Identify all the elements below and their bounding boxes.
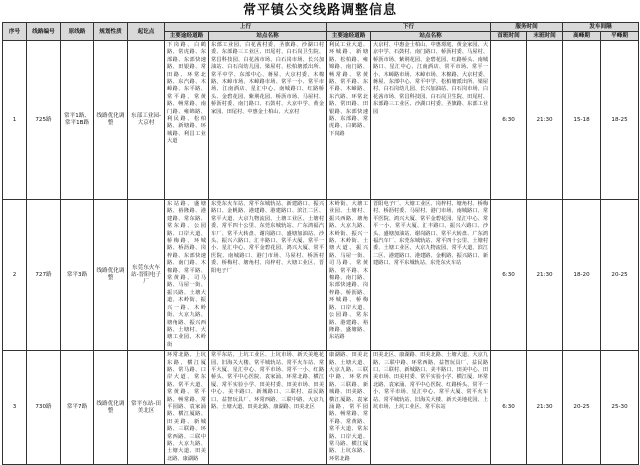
header-down-roads: 主要途经道路 — [327, 32, 371, 41]
header-service-time: 服务时间 — [491, 23, 563, 32]
header-peak: 高峰期 — [563, 32, 601, 41]
cell-peak: 15-18 — [563, 41, 601, 200]
header-orig-line: 原线路 — [61, 23, 94, 41]
cell-up-stops: 东莞东火车站、常平东城轨站、新建路口、振兴路口、金帆路、港建路、港建路口、滨江二区、常平大道、大京九物流园、土塘工业区、土塘村委、常平四十公里、东莞东城轨站、广东鸿福汽车厂、常平大转盘、谢岗路口、盛塘加油站、沙头、振兴六路口、汇丰路口、常平大厦、常平一小、星汇中心、常平金碧花园、鸿兴大厦、常平医院、南城路口、港门市场、马屋村、桥沥村委、桥梅村、塘角村、岗梓村、大塘工业区、晋阳电子厂 — [209, 200, 327, 351]
cell-down-roads: 康湖路、田美北路、土塘大道、大京九路、三联中路、环常西路、三联路、新城路、田美路、横江厦路、袁家涌路、常平园路、畅常路、常平路、常黄路、常平大道、常东路、口岸大道、常马路、横江厦路、上坑东路、环常北路 — [327, 351, 371, 465]
cell-up-roads: 东站路、盛塘路、裕隆路、港建路、常东路、常东路、公园路、口岸大道、桥梅路、环城路、桥沥路、岗梓路、东部快速路、南门路、木棉路、常平路、常黄路、司马路、马屋一街、振兴路、土塘大道、木岭街、振兴一路、木岭街、大京九路、塘角路、振兴西路、土塘村、大塘工业园、木岭街 — [165, 200, 209, 351]
cell-up-roads: 下岗路、白鹤路、常虎路、东部路、东部快速路、田银路、常田路、环常北路、东汽路、木嶂路、东平路、常平路、常黄路、畅常路、南门路、雍锦路、利民路、松柏路、新塘路、环城路、利昌工业大道 — [165, 41, 209, 200]
schedule-table-wrapper — [2, 22, 638, 462]
header-seq: 序号 — [3, 23, 27, 41]
cell-offpeak: 18-25 — [601, 41, 639, 200]
cell-terminals: 东莞东火车站-晋阳电子厂 — [128, 200, 165, 351]
header-down-stops: 站点名称 — [371, 32, 491, 41]
cell-orig-line: 常平1路、常平1B路 — [61, 41, 94, 200]
header-interval: 发车间隔 — [563, 23, 639, 32]
cell-first-bus: 6:30 — [491, 41, 527, 200]
cell-seq: 2 — [3, 200, 27, 351]
page-title: 常平镇公交线路调整信息 — [242, 3, 397, 18]
cell-orig-line: 常平3路 — [61, 200, 94, 351]
cell-seq: 3 — [3, 351, 27, 465]
cell-first-bus: 6:30 — [491, 351, 527, 465]
header-terminals: 起讫点 — [128, 23, 165, 41]
cell-terminals: 东部工业园-大京村 — [128, 41, 165, 200]
header-first-bus: 首班时间 — [491, 32, 527, 41]
header-last-bus: 末班时间 — [527, 32, 563, 41]
cell-plan: 线路优化调整 — [94, 200, 128, 351]
cell-first-bus: 6:30 — [491, 200, 527, 351]
cell-peak: 20-25 — [563, 351, 601, 465]
cell-last-bus: 21:30 — [527, 41, 563, 200]
cell-down-roads: 木岭街、大塘工业园、土塘村、振兴西路、塘角路、大京九路、木岭街、振兴一路、木岭街、土塘大道、振兴路、马屋一街、司马路、常黄路、常平路、木棉路、南门路、东部快速路、岗梓路、桥沥路、环城路、桥梅路、口岸大道、公园路、常东路、港建路、裕隆路、盛塘路、东站路 — [327, 200, 371, 351]
cell-plan: 线路优化调整 — [94, 41, 128, 200]
cell-up-stops: 常平东站、上坑工业区、上坑市场、新天美地花园、旧海关大楼、常平城轨站、常平火车站、常平大厦、星汇中心、常平市场、常平一小、红路桥头、常平中心医院、袁家涌、环常北路、横江厦、常平实验小学、田美村委、田美市场、田美中心、美丰路口、新城路口、三联村、益民路口、益智玩具厂、环常西路、三联中路、大京九路、土塘大道、田美北路、康湖路、田美北区 — [209, 351, 327, 465]
header-up: 上行 — [165, 23, 327, 32]
cell-orig-line: 常平7路 — [61, 351, 94, 465]
cell-down-roads: 利民工业大道、环城路、新塘路、松柏路、雍锦路、南门路、畅常路、常黄路、常平路、东平路、木嶂路、东汽路、环常北路、常田路、田银路、东部快速路、东部路、常虎路、白鹤路、下岗路 — [327, 41, 371, 200]
cell-plan: 线路优化调整 — [94, 351, 128, 465]
cell-up-stops: 东部工业园、白花茜村委、圣旗路、沙湖口村委、东部路三工业区、田尾村、白石岗卫生院、常昌科技园、白花茜市场、白石岗市场、长兴加油站、白石岗幼儿园、梁屋村、松柏塘派出所、常平中学、东部中心、蒋屋、大京村委、木棉路、木嶂市场、木嶂路市场、常平一小、常平市场、江南酒店、星汇中心、南城路口、红路桥头、金碧花园、紫荆花园、桥沥市场、马屋村、桥沥村委、南门路口、石鼓村、大京中学、黄金家园、田尾村、中惠金士柏山、大京村 — [209, 41, 327, 200]
cell-last-bus: 21:30 — [527, 200, 563, 351]
table-row — [3, 200, 639, 351]
header-up-roads: 主要途经道路 — [165, 32, 209, 41]
table-row — [3, 351, 639, 465]
cell-line-no: 730路 — [27, 351, 61, 465]
cell-line-no: 727路 — [27, 200, 61, 351]
cell-last-bus: 21:30 — [527, 351, 563, 465]
bus-route-table — [2, 22, 639, 465]
cell-seq: 1 — [3, 41, 27, 200]
cell-offpeak: 25-30 — [601, 351, 639, 465]
header-up-stops: 站点名称 — [209, 32, 327, 41]
cell-down-stops: 田美北区、康湖路、田美北路、土塘大道、大京九路、三联中路、环常西路、益智玩具厂、益民路口、三联村、新城路口、美丰路口、田美中心、田美市场、田美村委、常平实验小学、横江厦、环常北路、袁家涌、常平中心医院、红路桥头、常平一小、常平市场、星汇中心、常平大厦、常平火车站、常平城轨站、旧海关大楼、新天美地花园、上坑市场、上坑工业区、常平东站 — [371, 351, 491, 465]
cell-down-stops: 晋阳电子厂、大塘工业区、岗梓村、塘角村、桥梅村、桥沥村委、马屋村、港门市场、南城路口、常平医院、鸿兴大厦、常平金碧花园、星汇中心、常平一小、常平大厦、汇丰路口、振兴六路口、沙头、盛塘加油站、谢岗路口、常平大转盘、广东鸿福汽车厂、东莞东城轨站、常平四十公里、土塘村委、土塘工业区、大京九物流园、常平大道、滨江二区、港建路口、港建路、金帆路、振兴路口、新建路口、常平东城轨站、东莞东火车站 — [371, 200, 491, 351]
cell-offpeak: 20-25 — [601, 200, 639, 351]
cell-peak: 18-20 — [563, 200, 601, 351]
header-down: 下行 — [327, 23, 491, 32]
cell-up-roads: 环常北路、上坑东路、横江厦路、常马路、口岸大道、常东路、常平大道、常黄路、常平路、畅常路、常平园路、袁家涌路、横江厦路、田美路、新城路、三联路、环常西路、三联中路、大京九路、土塘大道、田美北路、康湖路 — [165, 351, 209, 465]
table-row — [3, 41, 639, 200]
header-plan: 规划性质 — [94, 23, 128, 41]
cell-terminals: 常平东站-田美北区 — [128, 351, 165, 465]
header-row-1 — [3, 23, 639, 32]
cell-down-stops: 大京村、中惠金士柏山、中惠璟庭、黄金家园、大京中学、石鼓村、南门路口、桥沥村委、马屋村、桥沥市场、紫荆花园、金碧花园、红路桥头、南城路口、星汇中心、江南酒店、常平市场、常平一小、木嶂路市场、木嶂市场、木棉路、大京村委、蒋屋、东部中心、常平中学、松柏塘派出所、梁屋村、白石岗幼儿园、长兴加油站、白石岗市场、白花茜市场、常昌科技园、白石岗卫生院、田尾村、东部路三工业区、沙湖口村委、圣旗路、东部工业园 — [371, 41, 491, 200]
header-line-no: 线路编号 — [27, 23, 61, 41]
header-offpeak: 平峰期 — [601, 32, 639, 41]
cell-line-no: 725路 — [27, 41, 61, 200]
